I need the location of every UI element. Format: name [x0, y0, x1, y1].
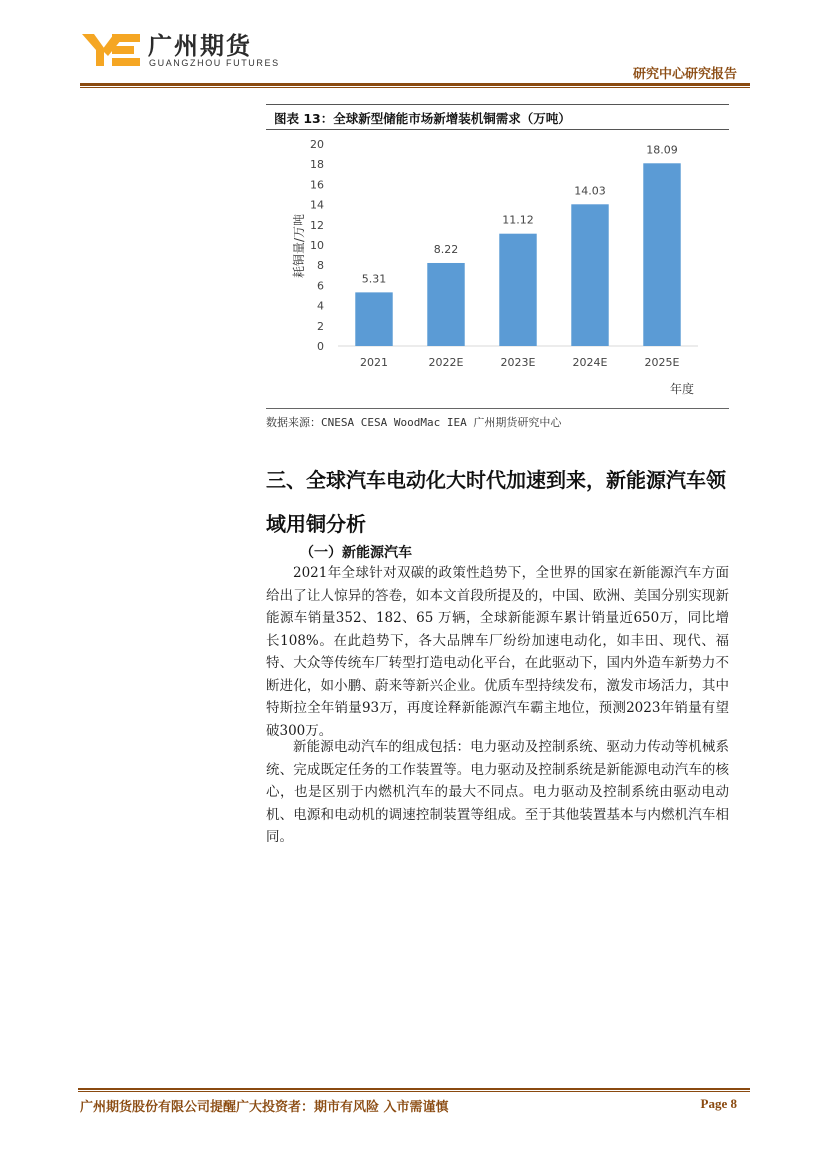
- y-tick-label: 0: [317, 340, 324, 353]
- x-tick-label: 2025E: [644, 356, 680, 369]
- page-number: Page 8: [700, 1096, 737, 1111]
- bar-value-label: 5.31: [361, 272, 387, 286]
- x-axis-label: 年度: [669, 382, 695, 396]
- report-type: 研究中心研究报告: [632, 67, 737, 82]
- x-tick-label: 2023E: [500, 356, 536, 369]
- y-tick-label: 18: [310, 158, 324, 172]
- bar-2022E: [427, 263, 464, 346]
- header-rule-thin: [80, 87, 750, 88]
- y-tick-label: 12: [310, 218, 324, 232]
- section-heading: 三、全球汽车电动化大时代加速到来，新能源汽车领域用铜分析: [266, 468, 726, 536]
- logo-chinese-name: 广州期货: [148, 32, 252, 60]
- company-logo-icon: [82, 30, 142, 70]
- body-paragraph-1: 2021年全球针对双碳的政策性趋势下，全世界的国家在新能源汽车方面给出了让人惊异的答卷，如本文首段所提及的，中国、欧洲、美国分别实现新能源车销量352、182、65 万辆，全球新能源车累计销量近650万，同比增长108%。在此趋势下，各大品牌车厂纷纷加速电动化，如丰田、现代、福特、大众等传统车厂转型打造电动化平台，在此驱动下，国内外造车新势力不断进化，如小鹏、蔚来等新兴企业。优质车型持续发布，激发市场活力，其中特斯拉全年销量93万，再度诠释新能源汽车霸主地位，预测2023年销量有望破300万。: [266, 565, 729, 739]
- y-tick-label: 8: [317, 259, 324, 273]
- y-axis-label: 耗铜量/万吨: [292, 213, 306, 279]
- footer-disclaimer: 广州期货股份有限公司提醒广大投资者：期市有风险 入市需谨慎: [80, 1100, 449, 1115]
- bar-value-label: 11.12: [502, 213, 534, 227]
- bar-2021: [355, 292, 392, 346]
- x-tick-label: 2021: [360, 356, 388, 369]
- figure-source: 数据来源：CNESA CESA WoodMac IEA 广州期货研究中心: [266, 416, 562, 429]
- figure-bottom-rule: [266, 408, 729, 409]
- y-tick-label: 20: [310, 138, 324, 151]
- bar-value-label: 14.03: [574, 184, 606, 198]
- body-paragraph-2: 新能源电动汽车的组成包括：电力驱动及控制系统、驱动力传动等机械系统、完成既定任务的工作装置等。电力驱动及控制系统是新能源电动汽车的核心，也是区别于内燃机汽车的最大不同点。电力驱动及控制系统由驱动电动机、电源和电动机的调速控制装置等组成。至于其他装置基本与内燃机汽车相同。: [266, 739, 729, 845]
- y-tick-label: 2: [317, 319, 324, 333]
- x-tick-label: 2022E: [428, 356, 464, 369]
- copper-demand-bar-chart: [266, 130, 729, 406]
- bar-2023E: [499, 234, 536, 346]
- bar-value-label: 8.22: [433, 242, 459, 256]
- subsection-heading: （一）新能源汽车: [300, 545, 412, 561]
- bar-2025E: [643, 163, 680, 346]
- y-tick-label: 14: [310, 198, 324, 212]
- x-tick-label: 2024E: [572, 356, 608, 369]
- footer-rule: [78, 1088, 750, 1090]
- y-tick-label: 16: [310, 178, 324, 192]
- header-rule: [80, 83, 750, 86]
- bar-value-label: 18.09: [646, 143, 678, 157]
- footer-rule-thin: [78, 1091, 750, 1092]
- logo-english-name: GUANGZHOU FUTURES: [149, 58, 280, 68]
- figure-title: 图表 13：全球新型储能市场新增装机铜需求（万吨）: [274, 111, 571, 126]
- bar-2024E: [571, 204, 608, 346]
- y-tick-label: 4: [317, 299, 324, 313]
- figure-title-bar: [266, 104, 729, 130]
- y-tick-label: 6: [317, 279, 324, 293]
- y-tick-label: 10: [310, 239, 324, 252]
